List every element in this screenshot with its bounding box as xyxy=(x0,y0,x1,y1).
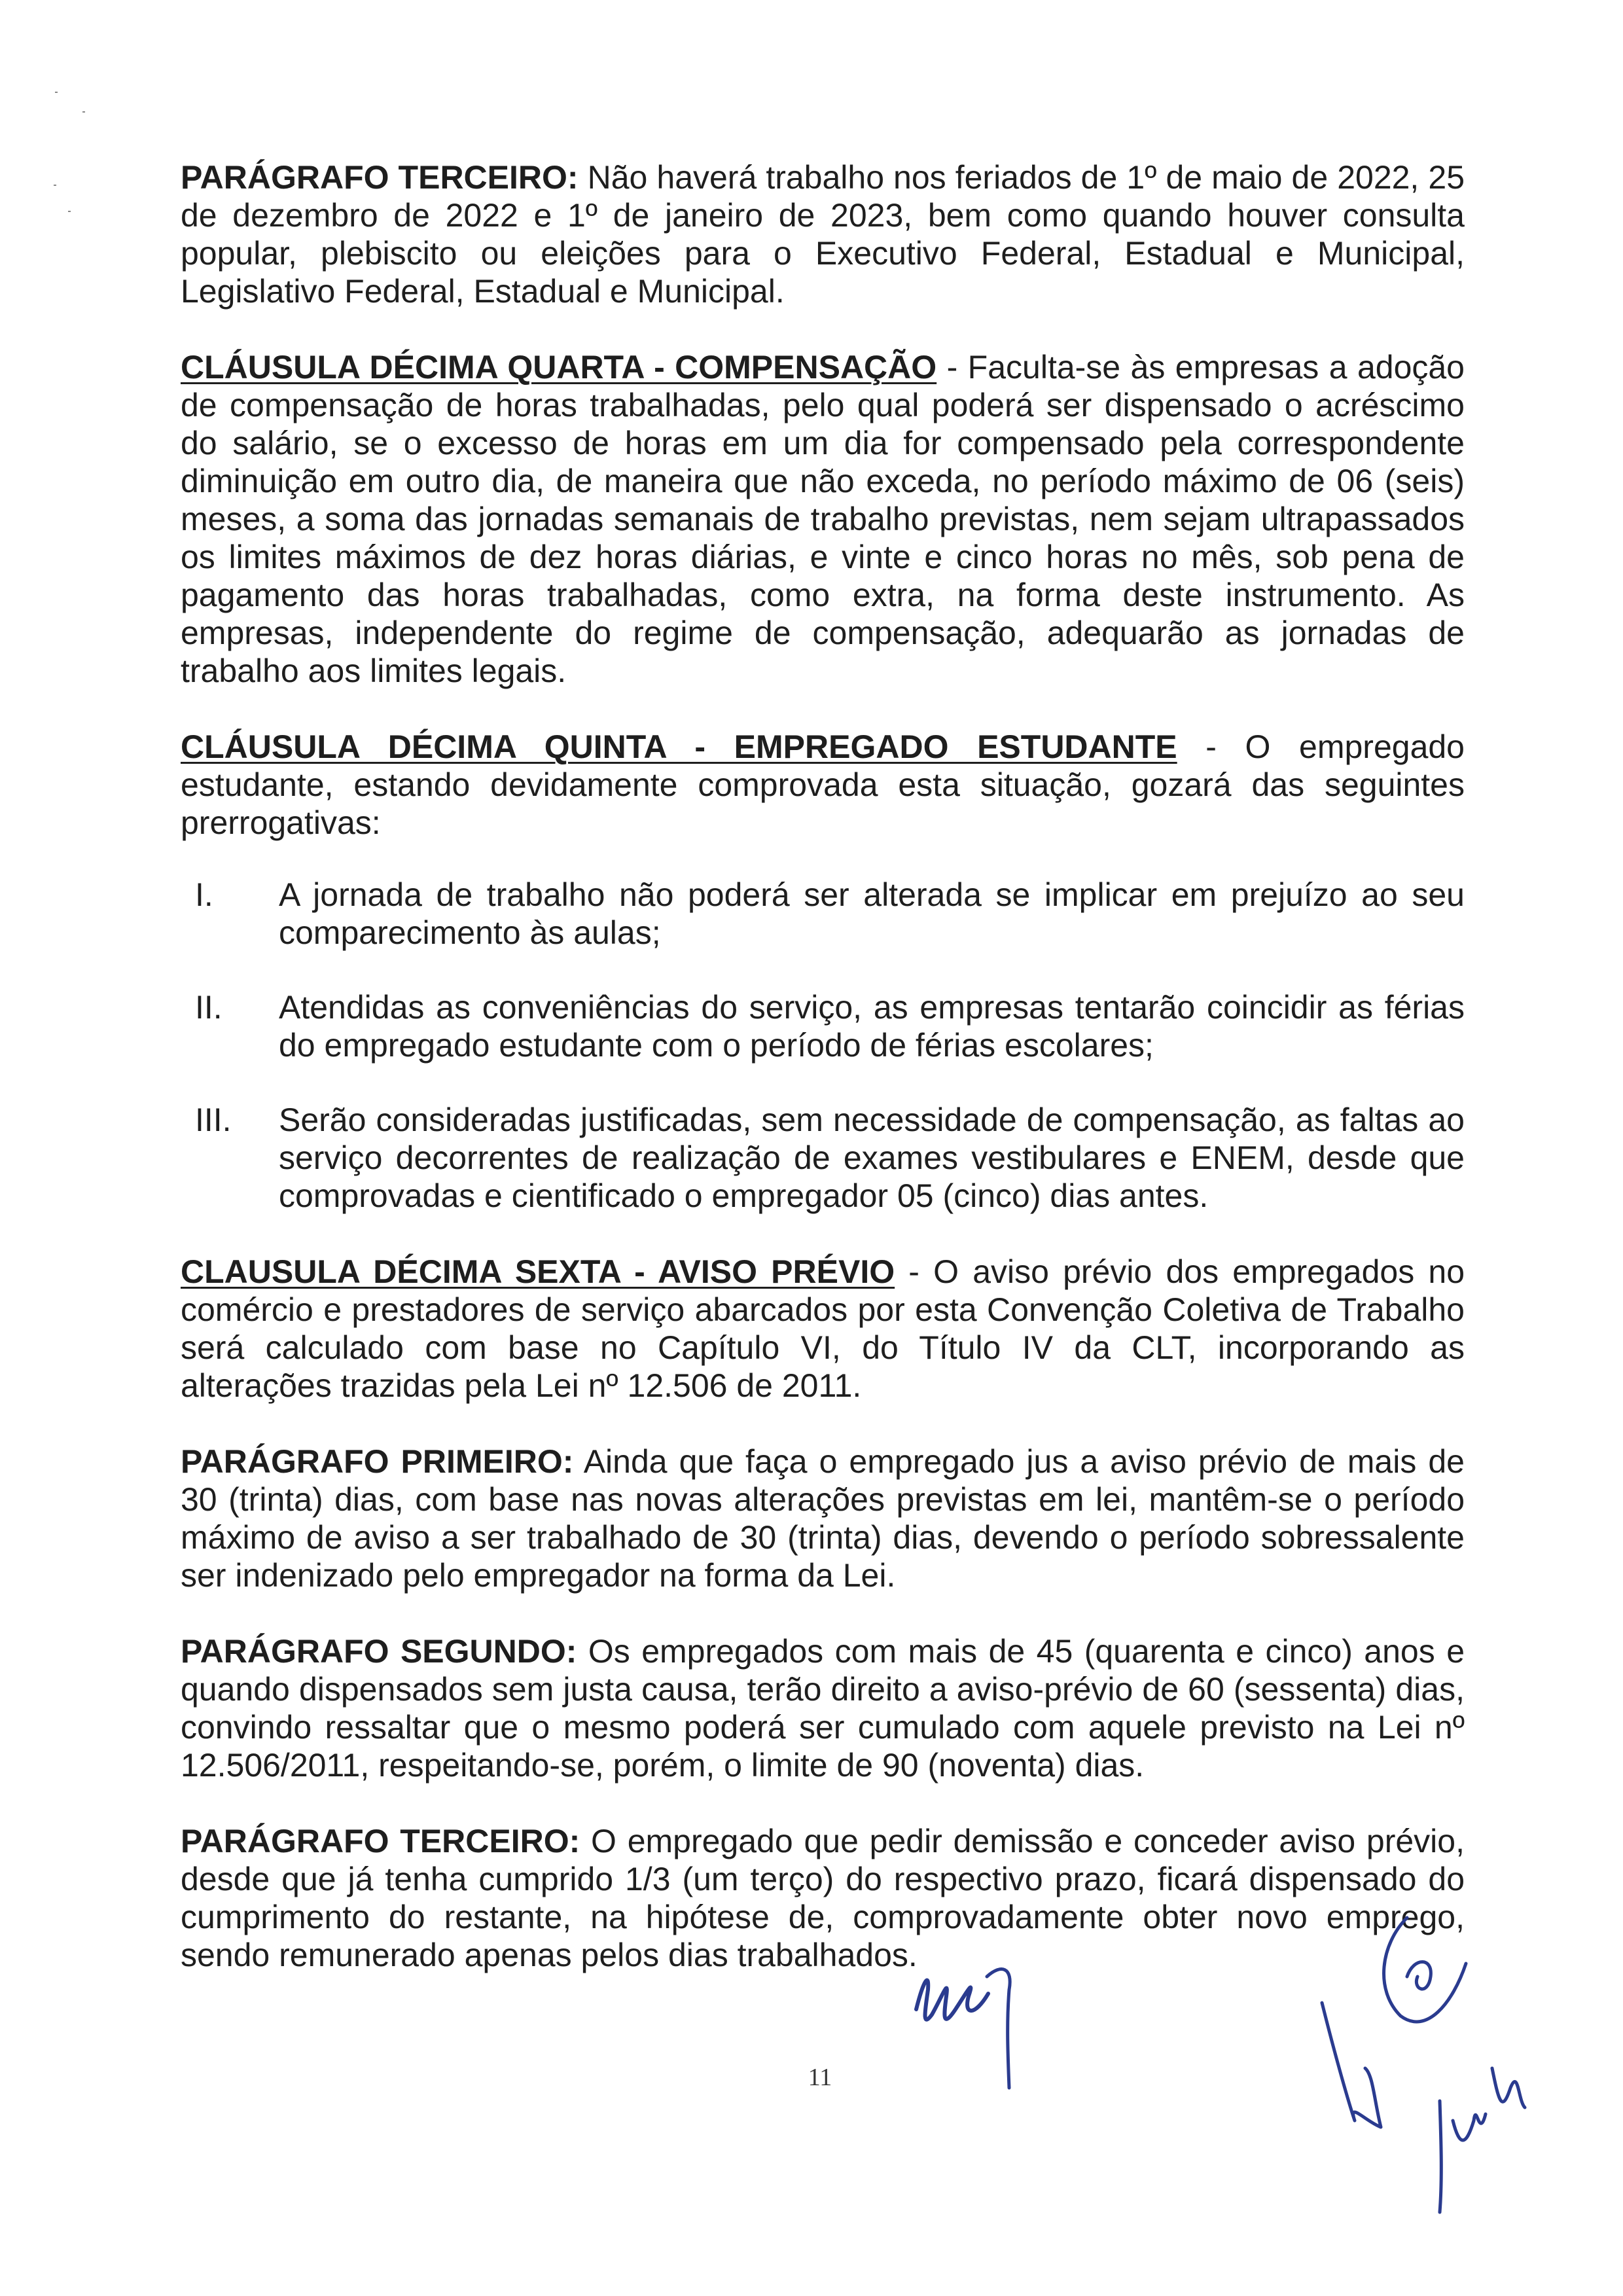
list-item xyxy=(181,988,1465,1064)
list-item xyxy=(181,876,1465,952)
paragraph-heading: PARÁGRAFO SEGUNDO: xyxy=(181,1633,577,1670)
paragraph-text: Ainda que faça o empregado jus a aviso prévio de mais de 30 (trinta) dias, com base nas novas alterações previstas em lei, mantêm-se o período máximo de aviso a ser trabalhado de 30 (trinta) dias, devendo o período sobressalente ser indenizado pelo empregador na forma da Lei. xyxy=(181,1443,1465,1594)
prerogatives-list xyxy=(181,876,1465,1215)
list-item-number: III. xyxy=(195,1102,232,1138)
list-item-text: Atendidas as conveniências do serviço, as empresas tentarão coincidir as férias do empregado estudante com o período de férias escolares; xyxy=(279,989,1465,1064)
list-item-number: I. xyxy=(195,876,213,913)
scan-speck xyxy=(68,211,71,212)
paragraph-heading: PARÁGRAFO PRIMEIRO: xyxy=(181,1443,574,1480)
clause-text: - O aviso prévio dos empregados no comércio e prestadores de serviço abarcados por esta Convenção Coletiva de Trabalho será calculado com base no Capítulo VI, do Título IV da CLT, incorporando as alterações trazidas pela Lei nº 12.506 de 2011. xyxy=(181,1253,1465,1404)
document-page xyxy=(181,158,1465,2012)
paragraph-text: Não haverá trabalho nos feriados de 1º de maio de 2022, 25 de dezembro de 2022 e 1º de janeiro de 2023, bem como quando houver consulta popular, plebiscito ou eleições para o Executivo Federal, Estadual e Municipal, Legislativo Federal, Estadual e Municipal. xyxy=(181,159,1465,310)
list-item-number: II. xyxy=(195,989,223,1026)
paragraph-heading: PARÁGRAFO TERCEIRO: xyxy=(181,159,579,196)
list-item xyxy=(181,1101,1465,1215)
list-item-text: A jornada de trabalho não poderá ser alterada se implicar em prejuízo ao seu comparecimento às aulas; xyxy=(279,876,1465,951)
scan-speck xyxy=(54,185,56,186)
clausula-decima-quinta xyxy=(181,728,1465,842)
list-item-text: Serão consideradas justificadas, sem necessidade de compensação, as faltas ao serviço decorrentes de realização de exames vestibulares e ENEM, desde que comprovadas e cientificado o empregador 05 (cinco) dias antes. xyxy=(279,1102,1465,1214)
clause-text: - Faculta-se às empresas a adoção de compensação de horas trabalhadas, pelo qual poderá ser dispensado o acréscimo do salário, se o excesso de horas em um dia for compensado pela correspondente diminuição em outro dia, de maneira que não exceda, no período máximo de 06 (seis) meses, a soma das jornadas semanais de trabalho previstas, nem sejam ultrapassados os limites máximos de dez horas diárias, e vinte e cinco horas no mês, sob pena de pagamento das horas trabalhadas, como extra, na forma deste instrumento. As empresas, independente do regime de compensação, adequarão as jornadas de trabalho aos limites legais. xyxy=(181,349,1465,689)
paragrafo-terceiro-feriados xyxy=(181,158,1465,310)
paragrafo-segundo xyxy=(181,1632,1465,1784)
scan-speck xyxy=(55,92,58,93)
clause-heading: CLAUSULA DÉCIMA SEXTA - AVISO PRÉVIO xyxy=(181,1253,895,1290)
clause-heading: CLÁUSULA DÉCIMA QUINTA - EMPREGADO ESTUDANTE xyxy=(181,728,1177,765)
page-number: 11 xyxy=(808,2064,832,2091)
paragraph-text: Os empregados com mais de 45 (quarenta e cinco) anos e quando dispensados sem justa causa, terão direito a aviso-prévio de 60 (sessenta) dias, convindo ressaltar que o mesmo poderá ser cumulado com aquele previsto na Lei nº 12.506/2011, respeitando-se, porém, o limite de 90 (noventa) dias. xyxy=(181,1633,1465,1784)
scan-speck xyxy=(82,111,85,113)
paragrafo-terceiro-demissao xyxy=(181,1822,1465,1974)
paragrafo-primeiro xyxy=(181,1443,1465,1594)
clause-heading: CLÁUSULA DÉCIMA QUARTA - COMPENSAÇÃO xyxy=(181,349,937,386)
paragraph-text: O empregado que pedir demissão e conceder aviso prévio, desde que já tenha cumprido 1/3 (um terço) do respectivo prazo, ficará dispensado do cumprimento do restante, na hipótese de, comprovadamente obter novo emprego, sendo remunerado apenas pelos dias trabalhados. xyxy=(181,1823,1465,1973)
clausula-decima-sexta xyxy=(181,1253,1465,1405)
clausula-decima-quarta xyxy=(181,348,1465,690)
clause-text: - O empregado estudante, estando devidamente comprovada esta situação, gozará das seguintes prerrogativas: xyxy=(181,728,1465,841)
paragraph-heading: PARÁGRAFO TERCEIRO: xyxy=(181,1823,580,1859)
